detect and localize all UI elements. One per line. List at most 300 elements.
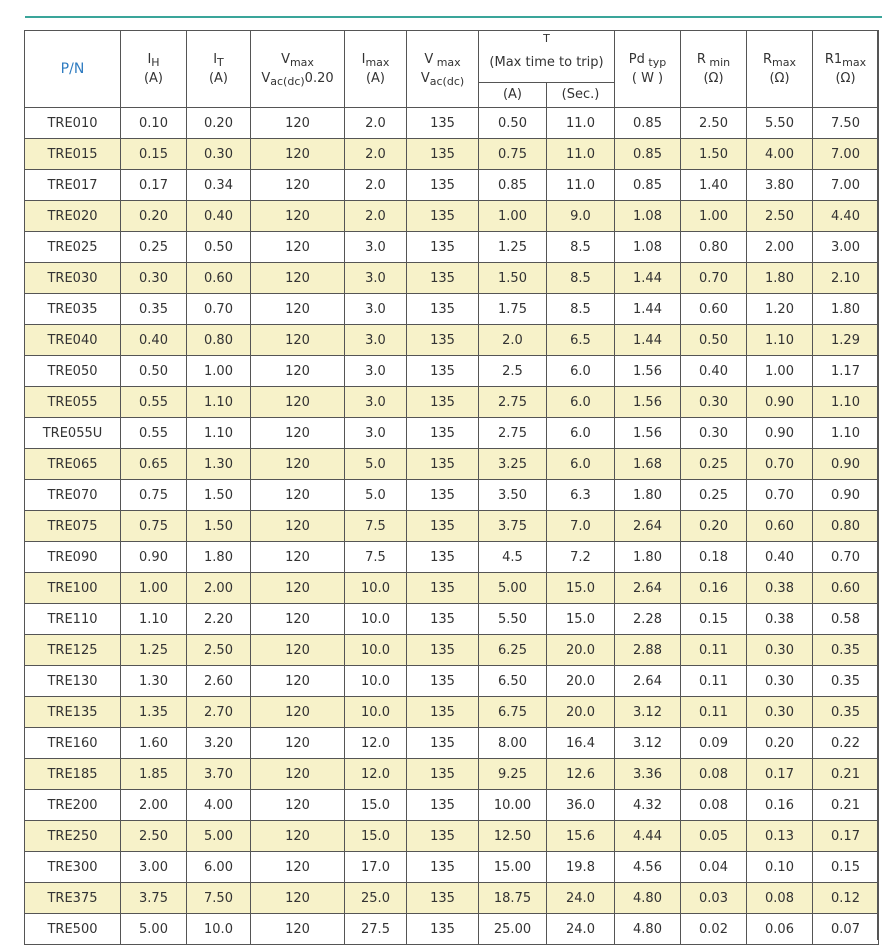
cell-rmin: 0.16 [681,573,747,604]
cell-trip-sec: 15.6 [547,821,615,852]
cell-trip-sec: 20.0 [547,635,615,666]
cell-trip-a: 2.75 [479,418,547,449]
cell-r1max: 0.21 [813,790,879,821]
cell-pn: TRE015 [25,139,121,170]
cell-it: 0.30 [187,139,251,170]
cell-trip-a: 6.50 [479,666,547,697]
header-ih-symbol: I [147,51,152,67]
cell-vmax: 120 [251,170,345,201]
cell-ih: 0.25 [121,232,187,263]
cell-pn: TRE200 [25,790,121,821]
cell-rmin: 0.30 [681,387,747,418]
cell-trip-a: 25.00 [479,914,547,945]
cell-r1max: 0.60 [813,573,879,604]
cell-trip-a: 6.75 [479,697,547,728]
cell-pd: 0.85 [615,139,681,170]
cell-r1max: 0.90 [813,449,879,480]
table-row [25,604,879,635]
cell-rmin: 0.18 [681,542,747,573]
cell-it: 1.30 [187,449,251,480]
cell-it: 1.50 [187,480,251,511]
cell-it: 0.34 [187,170,251,201]
cell-it: 4.00 [187,790,251,821]
cell-pd: 1.08 [615,201,681,232]
table-row [25,387,879,418]
cell-vmax: 120 [251,728,345,759]
cell-r1max: 0.58 [813,604,879,635]
cell-it: 2.00 [187,573,251,604]
table-row [25,170,879,201]
cell-trip-a: 15.00 [479,852,547,883]
cell-pn: TRE030 [25,263,121,294]
header-imax-unit: (A) [365,70,386,86]
header-rmin [681,31,747,108]
header-pd-unit: ( W ) [631,70,664,86]
cell-r1max: 4.40 [813,201,879,232]
table-row [25,511,879,542]
cell-vmax: 120 [251,604,345,635]
cell-trip-sec: 6.5 [547,325,615,356]
cell-it: 0.40 [187,201,251,232]
cell-trip-a: 0.85 [479,170,547,201]
cell-it: 1.10 [187,387,251,418]
cell-ih: 0.55 [121,387,187,418]
cell-trip-a: 5.00 [479,573,547,604]
cell-vmax: 120 [251,914,345,945]
cell-vmax: 120 [251,480,345,511]
cell-vmax: 120 [251,511,345,542]
cell-r1max: 1.80 [813,294,879,325]
cell-rmin: 0.03 [681,883,747,914]
cell-rmin: 1.40 [681,170,747,201]
cell-pd: 3.12 [615,697,681,728]
cell-pn: TRE090 [25,542,121,573]
cell-pd: 2.64 [615,511,681,542]
cell-it: 2.20 [187,604,251,635]
cell-ih: 1.00 [121,573,187,604]
header-vmax-line2: V [261,70,271,86]
cell-r1max: 0.70 [813,542,879,573]
cell-imax: 15.0 [345,790,407,821]
cell-pd: 4.56 [615,852,681,883]
cell-rmin: 0.09 [681,728,747,759]
cell-vdc: 135 [407,542,479,573]
cell-trip-sec: 24.0 [547,883,615,914]
spec-table [24,30,879,945]
cell-pd: 4.80 [615,883,681,914]
cell-r1max: 0.90 [813,480,879,511]
cell-vmax: 120 [251,418,345,449]
cell-trip-sec: 6.0 [547,449,615,480]
header-imax-sub: max [365,55,390,69]
cell-pn: TRE500 [25,914,121,945]
cell-pn: TRE040 [25,325,121,356]
table-row [25,294,879,325]
cell-it: 2.60 [187,666,251,697]
cell-pd: 1.80 [615,542,681,573]
cell-rmax: 0.16 [747,790,813,821]
header-it-unit: (A) [208,70,229,86]
cell-r1max: 2.10 [813,263,879,294]
cell-vmax: 120 [251,666,345,697]
cell-trip-a: 9.25 [479,759,547,790]
cell-trip-a: 2.5 [479,356,547,387]
cell-vdc: 135 [407,759,479,790]
cell-rmin: 0.11 [681,635,747,666]
cell-vdc: 135 [407,170,479,201]
cell-vdc: 135 [407,790,479,821]
header-vmax-line2-sub: ac(dc) [270,74,305,88]
cell-trip-a: 1.50 [479,263,547,294]
cell-r1max: 0.12 [813,883,879,914]
cell-pd: 1.56 [615,387,681,418]
cell-rmax: 0.70 [747,449,813,480]
cell-ih: 0.10 [121,108,187,139]
cell-rmin: 0.70 [681,263,747,294]
header-vmax-sub: max [289,55,314,69]
cell-it: 3.20 [187,728,251,759]
cell-ih: 2.50 [121,821,187,852]
cell-vmax: 120 [251,542,345,573]
cell-rmax: 5.50 [747,108,813,139]
cell-rmax: 0.17 [747,759,813,790]
header-it-sub: T [217,55,224,69]
cell-pd: 1.68 [615,449,681,480]
cell-trip-sec: 11.0 [547,139,615,170]
header-imax-symbol: I [361,51,366,67]
cell-rmax: 0.30 [747,666,813,697]
cell-vmax: 120 [251,449,345,480]
header-imax [345,31,407,108]
cell-it: 0.70 [187,294,251,325]
cell-vdc: 135 [407,821,479,852]
cell-it: 1.10 [187,418,251,449]
cell-rmin: 0.05 [681,821,747,852]
table-row [25,914,879,945]
cell-imax: 10.0 [345,604,407,635]
cell-imax: 17.0 [345,852,407,883]
cell-trip-a: 12.50 [479,821,547,852]
cell-imax: 10.0 [345,697,407,728]
cell-imax: 5.0 [345,449,407,480]
cell-trip-sec: 8.5 [547,263,615,294]
cell-vdc: 135 [407,666,479,697]
header-r1max-unit: (Ω) [835,70,856,86]
header-it [187,31,251,108]
cell-r1max: 0.17 [813,821,879,852]
cell-imax: 3.0 [345,232,407,263]
cell-vmax: 120 [251,821,345,852]
cell-it: 1.80 [187,542,251,573]
table-row [25,821,879,852]
header-ih-unit: (A) [143,70,164,86]
cell-vmax: 120 [251,883,345,914]
cell-rmax: 2.50 [747,201,813,232]
cell-pn: TRE055 [25,387,121,418]
cell-pn: TRE055U [25,418,121,449]
cell-pd: 1.56 [615,356,681,387]
cell-trip-sec: 11.0 [547,108,615,139]
cell-pd: 2.64 [615,666,681,697]
table-row [25,697,879,728]
cell-trip-a: 1.75 [479,294,547,325]
cell-ih: 3.75 [121,883,187,914]
cell-trip-sec: 20.0 [547,666,615,697]
cell-trip-sec: 8.5 [547,294,615,325]
cell-pd: 1.08 [615,232,681,263]
table-right-border [877,30,878,940]
table-row [25,201,879,232]
header-vmax-symbol: V [281,51,290,67]
cell-vdc: 135 [407,480,479,511]
cell-rmin: 0.60 [681,294,747,325]
cell-vmax: 120 [251,294,345,325]
cell-rmax: 1.20 [747,294,813,325]
cell-pd: 3.36 [615,759,681,790]
cell-imax: 2.0 [345,170,407,201]
cell-rmin: 0.08 [681,790,747,821]
cell-rmax: 1.00 [747,356,813,387]
cell-imax: 10.0 [345,635,407,666]
cell-pn: TRE070 [25,480,121,511]
cell-it: 0.60 [187,263,251,294]
cell-pn: TRE135 [25,697,121,728]
cell-rmin: 0.25 [681,449,747,480]
cell-rmax: 0.30 [747,635,813,666]
table-header [25,31,879,108]
cell-ih: 0.15 [121,139,187,170]
cell-vdc: 135 [407,418,479,449]
cell-trip-sec: 6.0 [547,387,615,418]
cell-ih: 0.17 [121,170,187,201]
cell-trip-a: 0.50 [479,108,547,139]
cell-it: 0.50 [187,232,251,263]
cell-rmax: 2.00 [747,232,813,263]
cell-ih: 1.60 [121,728,187,759]
cell-rmax: 1.10 [747,325,813,356]
table-body [25,108,879,945]
header-trip-symbol: T [543,32,550,45]
header-rmin-unit: (Ω) [703,70,724,86]
cell-trip-a: 8.00 [479,728,547,759]
cell-rmin: 0.11 [681,697,747,728]
cell-vmax: 120 [251,139,345,170]
cell-pn: TRE300 [25,852,121,883]
cell-rmax: 0.38 [747,604,813,635]
cell-vdc: 135 [407,573,479,604]
cell-it: 0.80 [187,325,251,356]
header-trip-seconds: (Sec.) [547,83,615,108]
cell-it: 2.50 [187,635,251,666]
header-pd-sub: typ [644,55,667,69]
cell-trip-sec: 11.0 [547,170,615,201]
cell-vdc: 135 [407,883,479,914]
cell-pd: 2.64 [615,573,681,604]
cell-rmin: 2.50 [681,108,747,139]
cell-pn: TRE130 [25,666,121,697]
cell-vmax: 120 [251,573,345,604]
cell-trip-a: 3.25 [479,449,547,480]
table-row [25,263,879,294]
cell-vdc: 135 [407,511,479,542]
cell-ih: 0.90 [121,542,187,573]
cell-r1max: 1.10 [813,387,879,418]
cell-ih: 0.75 [121,511,187,542]
header-rmin-symbol: R [696,51,706,67]
cell-pd: 0.85 [615,108,681,139]
cell-pd: 1.44 [615,263,681,294]
cell-trip-a: 3.50 [479,480,547,511]
cell-pd: 1.44 [615,325,681,356]
cell-r1max: 0.80 [813,511,879,542]
table-row [25,883,879,914]
cell-r1max: 0.15 [813,852,879,883]
table-row [25,759,879,790]
cell-trip-sec: 15.0 [547,604,615,635]
cell-vdc: 135 [407,108,479,139]
cell-pn: TRE065 [25,449,121,480]
cell-rmax: 0.20 [747,728,813,759]
cell-imax: 15.0 [345,821,407,852]
table-row [25,573,879,604]
cell-r1max: 1.10 [813,418,879,449]
cell-rmax: 0.13 [747,821,813,852]
cell-rmax: 0.90 [747,418,813,449]
cell-trip-sec: 20.0 [547,697,615,728]
cell-r1max: 3.00 [813,232,879,263]
cell-imax: 7.5 [345,511,407,542]
cell-rmin: 0.30 [681,418,747,449]
cell-ih: 0.20 [121,201,187,232]
header-rmax-unit: (Ω) [769,70,790,86]
cell-it: 0.20 [187,108,251,139]
cell-ih: 3.00 [121,852,187,883]
cell-vmax: 120 [251,356,345,387]
cell-ih: 0.40 [121,325,187,356]
cell-vdc: 135 [407,387,479,418]
header-ih-sub: H [151,55,160,69]
cell-vdc: 135 [407,604,479,635]
cell-trip-a: 3.75 [479,511,547,542]
cell-it: 7.50 [187,883,251,914]
cell-rmin: 0.02 [681,914,747,945]
cell-pd: 2.28 [615,604,681,635]
cell-ih: 0.55 [121,418,187,449]
cell-ih: 0.65 [121,449,187,480]
cell-pd: 1.80 [615,480,681,511]
header-vdc [407,31,479,108]
table-row [25,356,879,387]
header-pd-symbol: Pd [628,51,645,67]
cell-pn: TRE375 [25,883,121,914]
cell-ih: 0.75 [121,480,187,511]
cell-trip-a: 4.5 [479,542,547,573]
cell-pd: 4.44 [615,821,681,852]
cell-rmax: 0.90 [747,387,813,418]
cell-rmax: 0.06 [747,914,813,945]
cell-trip-sec: 12.6 [547,759,615,790]
header-rmax [747,31,813,108]
cell-imax: 2.0 [345,201,407,232]
cell-vmax: 120 [251,232,345,263]
header-trip-current: (A) [479,83,547,108]
header-vdc-sub: max [433,55,461,69]
cell-trip-sec: 19.8 [547,852,615,883]
header-trip-time [479,31,615,83]
cell-imax: 3.0 [345,263,407,294]
cell-rmin: 0.11 [681,666,747,697]
cell-vmax: 120 [251,635,345,666]
cell-vdc: 135 [407,635,479,666]
cell-trip-sec: 15.0 [547,573,615,604]
cell-ih: 0.30 [121,263,187,294]
cell-trip-a: 6.25 [479,635,547,666]
cell-trip-sec: 24.0 [547,914,615,945]
cell-vdc: 135 [407,139,479,170]
table-row [25,418,879,449]
table-row [25,108,879,139]
cell-r1max: 0.35 [813,635,879,666]
cell-vdc: 135 [407,852,479,883]
header-ih [121,31,187,108]
cell-imax: 10.0 [345,666,407,697]
cell-pn: TRE017 [25,170,121,201]
table-row [25,852,879,883]
cell-vmax: 120 [251,108,345,139]
cell-r1max: 0.21 [813,759,879,790]
cell-it: 1.50 [187,511,251,542]
cell-imax: 3.0 [345,387,407,418]
cell-rmin: 0.50 [681,325,747,356]
cell-trip-a: 18.75 [479,883,547,914]
header-r1max-symbol: R1 [824,51,843,67]
cell-pn: TRE125 [25,635,121,666]
cell-rmin: 0.40 [681,356,747,387]
cell-trip-a: 0.75 [479,139,547,170]
cell-pn: TRE185 [25,759,121,790]
cell-imax: 2.0 [345,108,407,139]
cell-trip-a: 2.0 [479,325,547,356]
cell-rmax: 3.80 [747,170,813,201]
header-trip-desc: (Max time to trip) [489,55,604,70]
header-r1max [813,31,879,108]
cell-pd: 1.44 [615,294,681,325]
cell-r1max: 1.29 [813,325,879,356]
cell-imax: 3.0 [345,325,407,356]
cell-vdc: 135 [407,697,479,728]
header-pn: P/N [25,31,121,108]
cell-ih: 1.30 [121,666,187,697]
cell-pd: 0.85 [615,170,681,201]
cell-vmax: 120 [251,325,345,356]
cell-rmax: 0.70 [747,480,813,511]
cell-trip-sec: 36.0 [547,790,615,821]
cell-imax: 3.0 [345,356,407,387]
cell-rmin: 1.50 [681,139,747,170]
cell-rmax: 0.08 [747,883,813,914]
cell-pn: TRE025 [25,232,121,263]
cell-imax: 27.5 [345,914,407,945]
cell-vdc: 135 [407,728,479,759]
cell-rmax: 0.60 [747,511,813,542]
table-row [25,139,879,170]
cell-imax: 7.5 [345,542,407,573]
cell-ih: 1.10 [121,604,187,635]
cell-rmin: 0.08 [681,759,747,790]
cell-r1max: 1.17 [813,356,879,387]
cell-pn: TRE010 [25,108,121,139]
cell-imax: 12.0 [345,728,407,759]
